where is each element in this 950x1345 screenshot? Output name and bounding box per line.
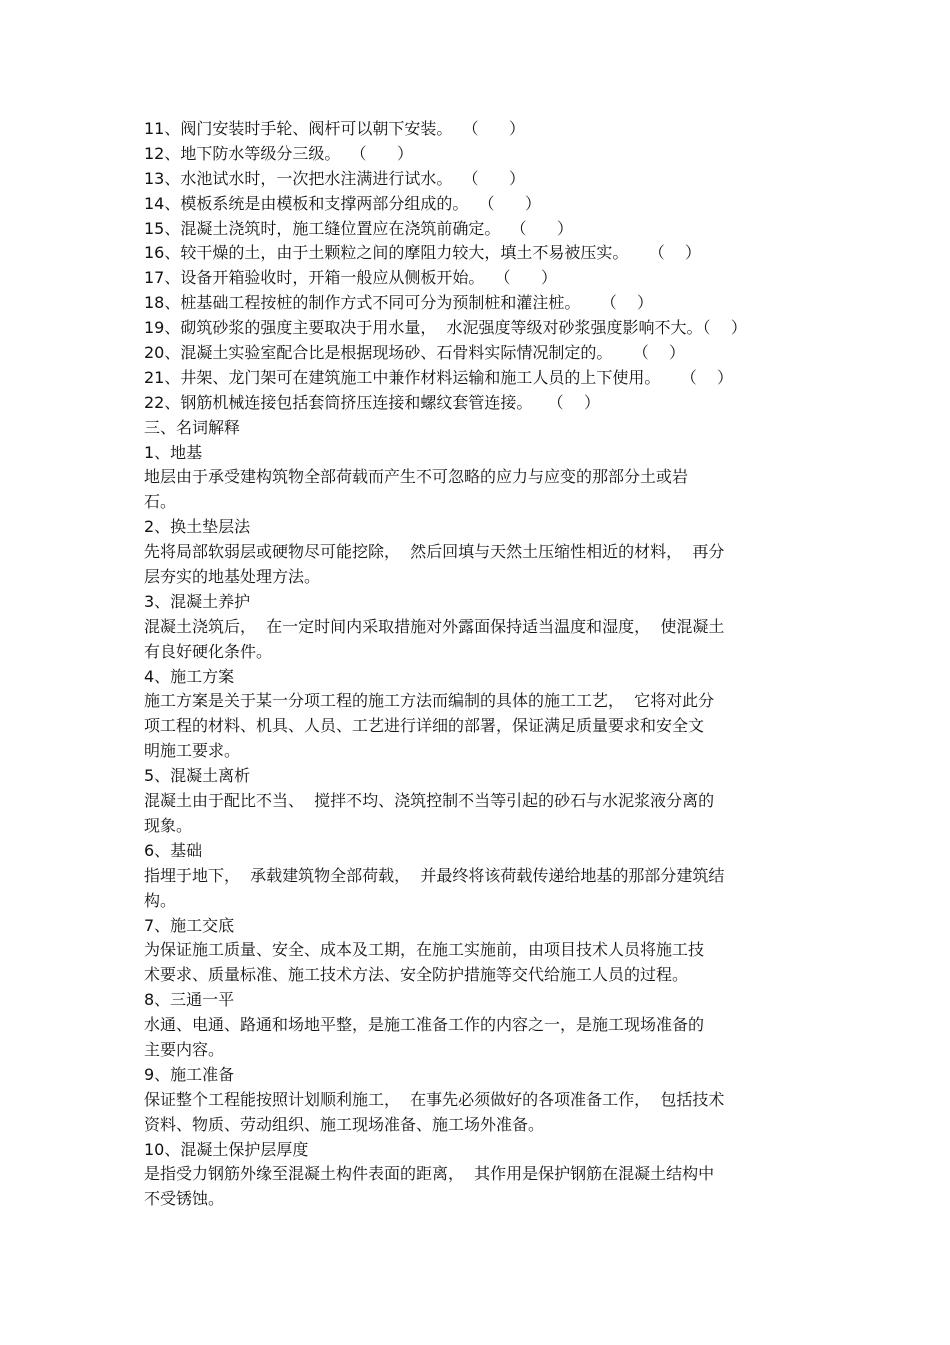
term-definition-line: 是指受力钢筋外缘至混凝土构件表面的距离， 其作用是保护钢筋在混凝土结构中 (144, 1164, 715, 1184)
term-definition-line: 术要求、质量标准、施工技术方法、安全防护措施等交代给施工人员的过程。 (144, 965, 689, 985)
term-definition-line: 混凝土由于配比不当、 搅拌不均、浇筑控制不当等引起的砂石与水泥浆液分离的 (144, 791, 715, 811)
term-heading: 8、三通一平 (144, 990, 235, 1010)
true-false-item-22: 22、钢筋机械连接包括套筒挤压连接和螺纹套管连接。 （ ） (144, 392, 600, 412)
true-false-item-20: 20、混凝土实验室配合比是根据现场砂、石骨料实际情况制定的。 （ ） (144, 343, 686, 363)
term-definition-line: 先将局部软弱层或硬物尽可能挖除， 然后回填与天然土压缩性相近的材料， 再分 (144, 542, 725, 562)
term-heading: 10、混凝土保护层厚度 (144, 1139, 309, 1159)
true-false-item-12: 12、地下防水等级分三级。 （ ） (144, 143, 414, 163)
term-definition-line: 有良好硬化条件。 (144, 641, 273, 661)
term-definition-line: 混凝土浇筑后， 在一定时间内采取措施对外露面保持适当温度和湿度， 使混凝土 (144, 616, 725, 636)
term-definition-line: 项工程的材料、机具、人员、工艺进行详细的部署，保证满足质量要求和安全文 (144, 716, 705, 736)
term-definition-line: 水通、电通、路通和场地平整，是施工准备工作的内容之一，是施工现场准备的 (144, 1015, 705, 1035)
true-false-item-13: 13、水池试水时，一次把水注满进行试水。 （ ） (144, 168, 526, 188)
term-definition-line: 构。 (144, 890, 177, 910)
term-definition-line: 不受锈蚀。 (144, 1189, 225, 1209)
term-heading: 5、混凝土离析 (144, 766, 251, 786)
true-false-item-19: 19、砌筑砂浆的强度主要取决于用水量， 水泥强度等级对砂浆强度影响不大。（ ） (144, 318, 747, 338)
term-definition-line: 石。 (144, 492, 177, 512)
term-definition-line: 明施工要求。 (144, 741, 241, 761)
term-heading: 4、施工方案 (144, 666, 235, 686)
true-false-item-17: 17、设备开箱验收时，开箱一般应从侧板开始。 （ ） (144, 268, 558, 288)
term-heading: 6、基础 (144, 840, 203, 860)
true-false-item-11: 11、阀门安装时手轮、阀杆可以朝下安装。 （ ） (144, 119, 526, 138)
term-definition-line: 施工方案是关于某一分项工程的施工方法而编制的具体的施工工艺， 它将对此分 (144, 691, 715, 711)
true-false-item-14: 14、模板系统是由模板和支撑两部分组成的。 （ ） (144, 193, 542, 213)
term-definition-line: 资料、物质、劳动组织、施工现场准备、施工场外准备。 (144, 1114, 545, 1134)
section-heading: 三、名词解释 (144, 417, 241, 437)
true-false-item-16: 16、较干燥的土，由于土颗粒之间的摩阻力较大，填土不易被压实。 （ ） (144, 243, 702, 263)
term-definition-line: 层夯实的地基处理方法。 (144, 567, 321, 587)
term-definition-line: 现象。 (144, 815, 193, 835)
true-false-item-18: 18、桩基础工程按桩的制作方式不同可分为预制桩和灌注桩。 （ ） (144, 293, 654, 313)
term-definition-line: 地层由于承受建构筑物全部荷载而产生不可忽略的应力与应变的那部分土或岩 (144, 467, 689, 487)
term-heading: 7、施工交底 (144, 915, 235, 935)
term-heading: 1、地基 (144, 442, 203, 462)
term-definition-line: 主要内容。 (144, 1039, 225, 1059)
true-false-item-21: 21、井架、龙门架可在建筑施工中兼作材料运输和施工人员的上下使用。 （ ） (144, 367, 734, 387)
term-heading: 2、换土垫层法 (144, 517, 251, 537)
document-body (144, 117, 814, 1212)
term-heading: 9、施工准备 (144, 1064, 235, 1084)
term-definition-line: 指埋于地下， 承载建筑物全部荷载， 并最终将该荷载传递给地基的那部分建筑结 (144, 865, 725, 885)
term-definition-line: 保证整个工程能按照计划顺利施工， 在事先必须做好的各项准备工作， 包括技术 (144, 1089, 725, 1109)
true-false-item-15: 15、混凝土浇筑时，施工缝位置应在浇筑前确定。 （ ） (144, 218, 574, 238)
term-heading: 3、混凝土养护 (144, 591, 251, 611)
term-definition-line: 为保证施工质量、安全、成本及工期，在施工实施前，由项目技术人员将施工技 (144, 940, 705, 960)
